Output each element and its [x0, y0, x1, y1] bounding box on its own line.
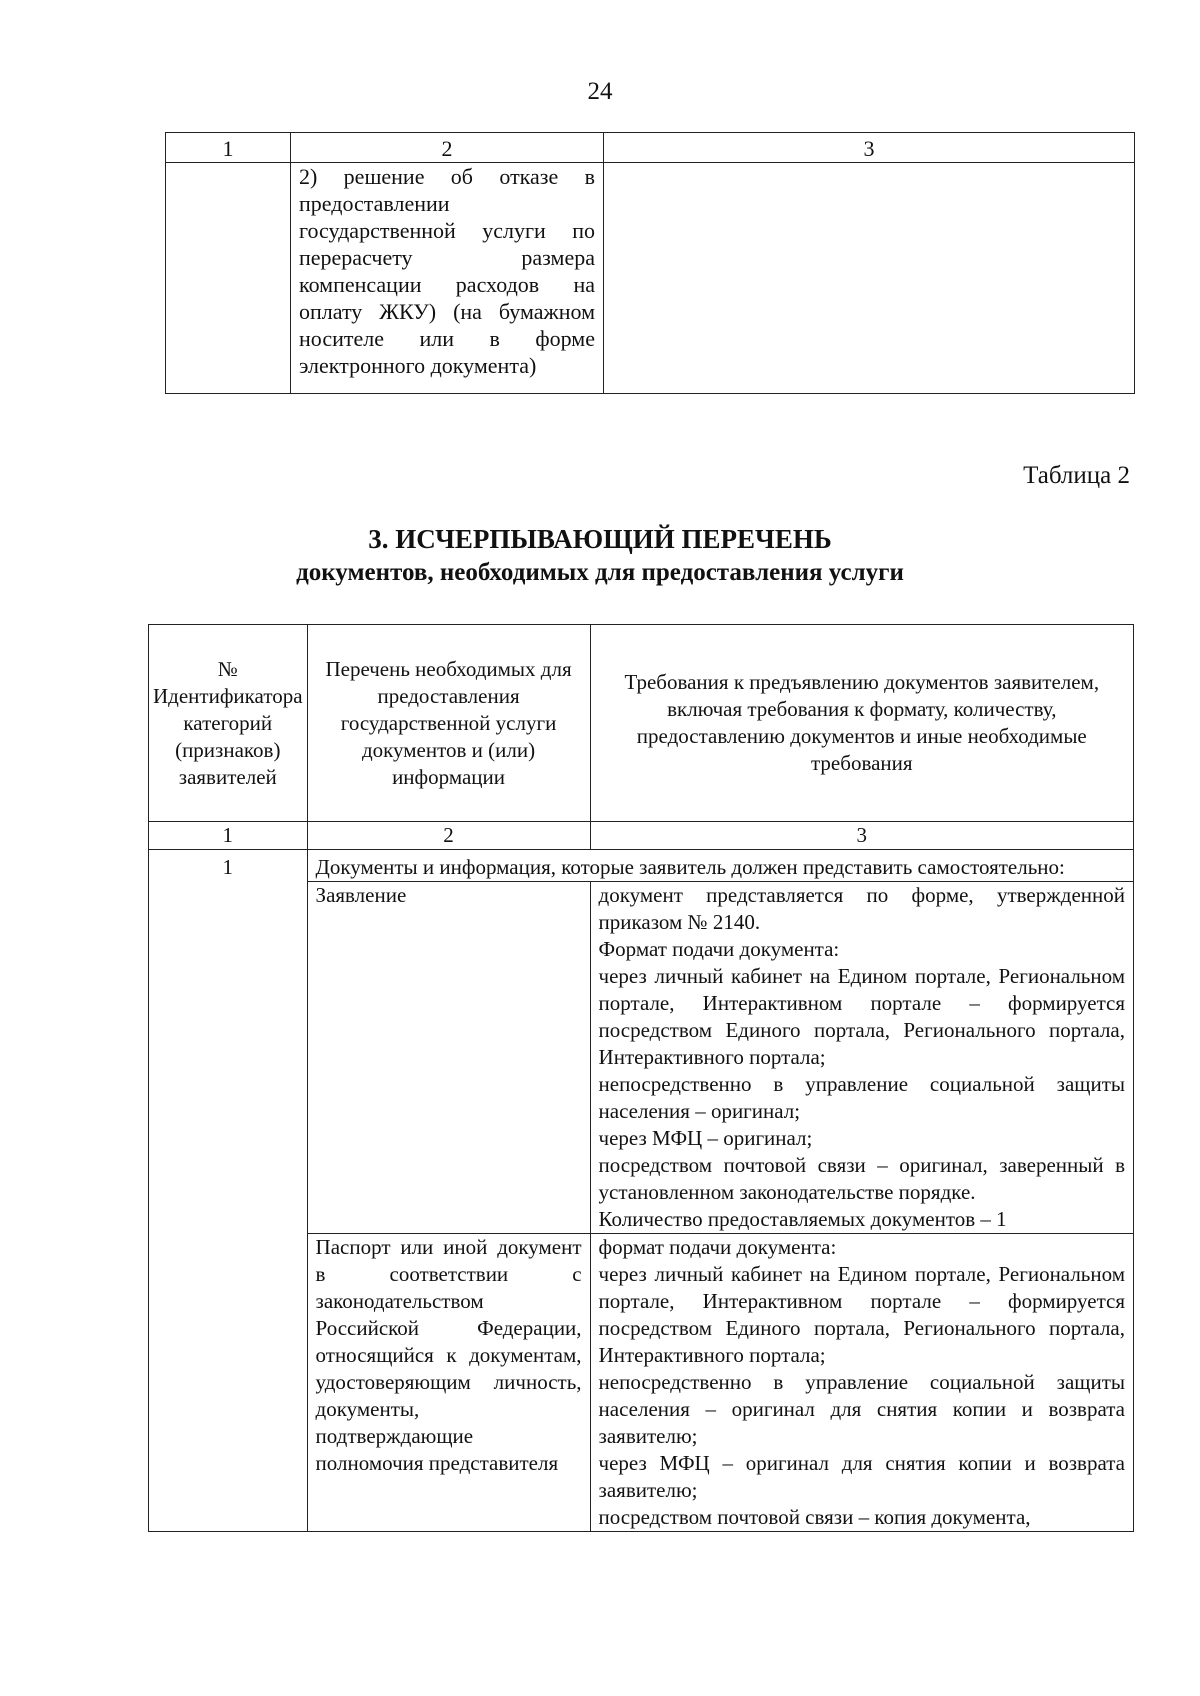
requirement-line: непосредственно в управление социальной защиты населения – оригинал; — [598, 1072, 1125, 1123]
requirements-cell — [590, 882, 1133, 1234]
continuation-table — [165, 132, 1135, 394]
table-label: Таблица 2 — [1023, 462, 1130, 489]
requirement-line: через личный кабинет на Едином портале, Региональном портале, Интерактивном портале – формируется посредством Единого портала, Регионального портала, Интерактивного портала; — [598, 1262, 1125, 1367]
table-row — [166, 163, 1135, 394]
requirement-line: через МФЦ – оригинал; — [598, 1126, 813, 1150]
documents-table — [148, 624, 1134, 1532]
cell-col1 — [166, 163, 291, 394]
requirement-line: Количество предоставляемых документов – 1 — [598, 1207, 1007, 1231]
column-number-row — [149, 822, 1134, 850]
heading-title: 3. ИСЧЕРПЫВАЮЩИЙ ПЕРЕЧЕНЬ — [368, 524, 832, 554]
requirement-line: через личный кабинет на Едином портале, Региональном портале, Интерактивном портале – формируется посредством Единого портала, Регионального портала, Интерактивного портала; — [598, 964, 1125, 1069]
document-name: Заявление — [307, 882, 590, 1234]
column-number-2: 2 — [307, 822, 590, 850]
document-name: Паспорт или иной документ в соответствии с законодательством Российской Федерации, относящийся к документам, удостоверяющим личность, документы, подтверждающие полномочия представителя — [307, 1234, 590, 1532]
requirement-line: документ представляется по форме, утвержденной приказом № 2140. — [598, 883, 1125, 934]
requirement-line: посредством почтовой связи – копия документа, — [598, 1505, 1031, 1529]
column-number-1: 1 — [149, 822, 308, 850]
requirement-line: формат подачи документа: — [598, 1235, 837, 1259]
header-cell-1: 1 — [166, 133, 291, 163]
header-requirements: Требования к предъявлению документов заявителем, включая требования к формату, количеству, предоставлению документов и иные необходимые требования — [590, 625, 1133, 822]
category-id-cell: 1 — [149, 850, 308, 1532]
requirement-line: Формат подачи документа: — [598, 937, 840, 961]
header-category-id: № Идентификатора категорий (признаков) заявителей — [149, 625, 308, 822]
header-cell-2: 2 — [291, 133, 604, 163]
column-number-3: 3 — [590, 822, 1133, 850]
header-cell-3: 3 — [604, 133, 1135, 163]
table-header-row — [149, 625, 1134, 822]
header-document-list: Перечень необходимых для предоставления государственной услуги документов и (или) информации — [307, 625, 590, 822]
requirements-cell — [590, 1234, 1133, 1532]
section-title: Документы и информация, которые заявитель должен представить самостоятельно: — [307, 850, 1133, 882]
page-number: 24 — [587, 78, 613, 105]
cell-decision-text: 2) решение об отказе в предоставлении государственной услуги по перерасчету размера компенсации расходов на оплату ЖКУ) (на бумажном носителе или в форме электронного документа) — [291, 163, 604, 394]
cell-col3 — [604, 163, 1135, 394]
table-header-row — [166, 133, 1135, 163]
requirement-line: непосредственно в управление социальной защиты населения – оригинал для снятия копии и возврата заявителю; — [598, 1370, 1125, 1448]
section-heading — [0, 522, 1200, 590]
heading-subtitle: документов, необходимых для предоставления услуги — [296, 559, 904, 586]
section-row — [149, 850, 1134, 882]
requirement-line: посредством почтовой связи – оригинал, заверенный в установленном законодательстве порядке. — [598, 1153, 1125, 1204]
requirement-line: через МФЦ – оригинал для снятия копии и возврата заявителю; — [598, 1451, 1125, 1502]
